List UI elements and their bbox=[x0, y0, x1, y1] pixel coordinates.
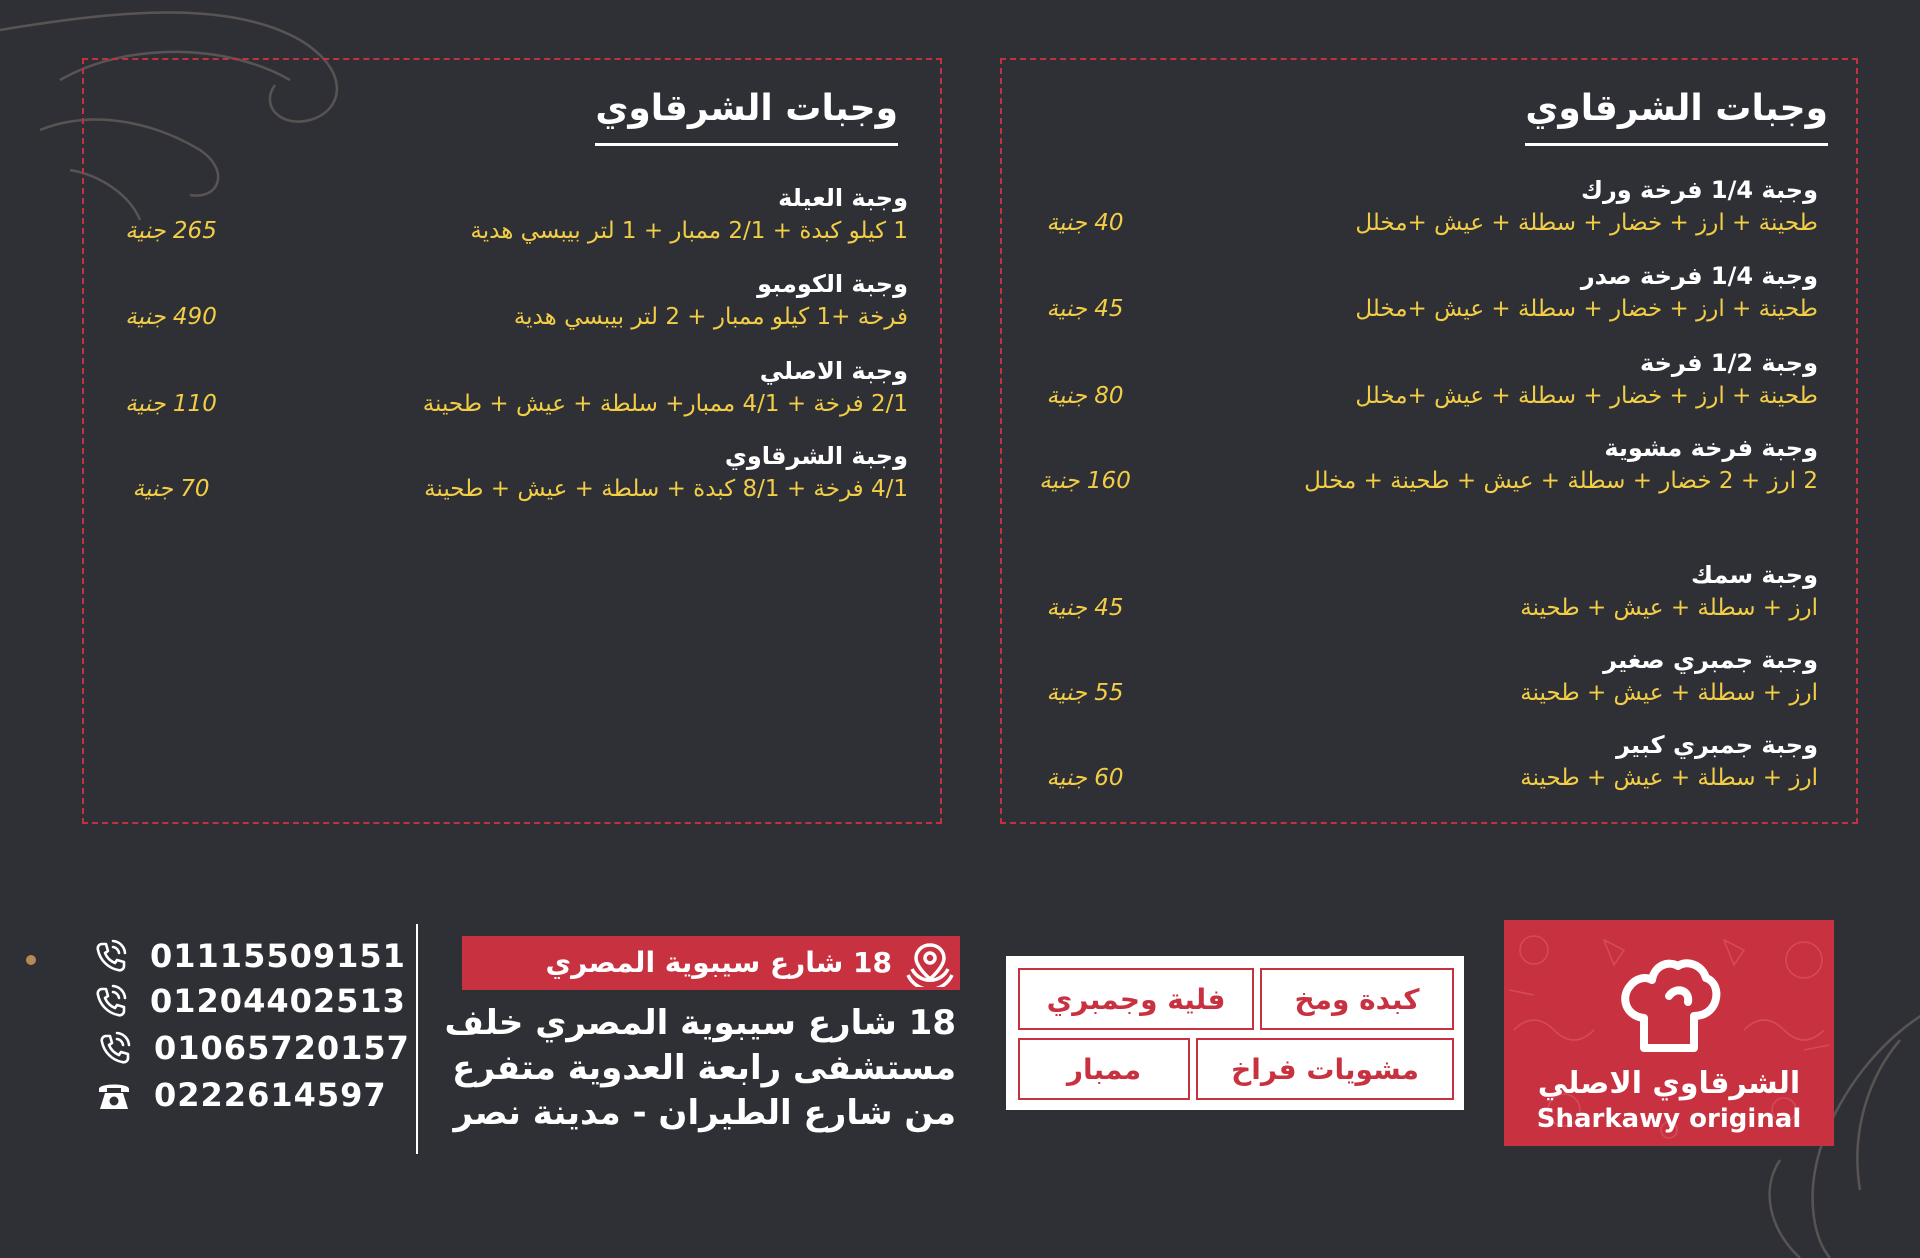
mobile-phone-icon bbox=[92, 938, 128, 974]
menu-item bbox=[84, 270, 940, 350]
categories-box bbox=[1006, 956, 1464, 1110]
item-name: وجبة 1/2 فرخة bbox=[1640, 349, 1818, 377]
item-description: 1 كيلو كبدة + 2/1 ممبار + 1 لتر بيبسي هدية bbox=[470, 218, 908, 244]
mobile-phone-icon bbox=[96, 1030, 132, 1066]
brand-name-arabic: الشرقاوي الاصلي bbox=[1537, 1066, 1801, 1101]
item-description: 4/1 فرخة + 8/1 كبدة + سلطة + عيش + طحينة bbox=[424, 476, 908, 502]
category-fillet-shrimp: فلية وجمبري bbox=[1018, 968, 1254, 1030]
address-line: من شارع الطيران - مدينة نصر bbox=[453, 1093, 956, 1133]
item-price: 60 جنية bbox=[1046, 765, 1124, 791]
item-name: وجبة فرخة مشوية bbox=[1604, 434, 1818, 462]
item-name: وجبة العيلة bbox=[778, 184, 908, 212]
phone-number[interactable]: 01204402513 bbox=[150, 982, 406, 1020]
address-line: 18 شارع سيبوية المصري خلف bbox=[444, 1003, 956, 1043]
menu-item bbox=[84, 357, 940, 437]
item-description: 2/1 فرخة + 4/1 ممبار+ سلطة + عيش + طحينة bbox=[422, 391, 908, 417]
address-bar-text: 18 شارع سيبوية المصري bbox=[545, 946, 892, 979]
item-price: 110 جنية bbox=[125, 391, 217, 417]
item-price: 70 جنية bbox=[132, 476, 210, 502]
item-description: فرخة +1 كيلو ممبار + 2 لتر بيبسي هدية bbox=[513, 304, 908, 330]
footer-divider bbox=[416, 924, 418, 1154]
item-price: 45 جنية bbox=[1046, 595, 1124, 621]
menu-item bbox=[1002, 262, 1856, 342]
menu-panel-left bbox=[82, 58, 942, 824]
item-description: ارز + سطلة + عيش + طحينة bbox=[1520, 680, 1818, 706]
menu-item bbox=[1002, 646, 1856, 726]
item-name: وجبة الاصلي bbox=[759, 357, 908, 385]
item-price: 55 جنية bbox=[1046, 680, 1124, 706]
panel-title: وجبات الشرقاوي bbox=[1525, 88, 1828, 146]
item-description: طحينة + ارز + خضار + سطلة + عيش +مخلل bbox=[1355, 296, 1818, 322]
menu-item bbox=[1002, 731, 1856, 811]
menu-item bbox=[1002, 434, 1856, 514]
item-name: وجبة 1/4 فرخة ورك bbox=[1580, 176, 1818, 204]
item-name: وجبة جمبري صغير bbox=[1603, 646, 1818, 674]
category-grilled-chicken: مشويات فراخ bbox=[1196, 1038, 1454, 1100]
item-name: وجبة 1/4 فرخة صدر bbox=[1580, 262, 1818, 290]
item-price: 160 جنية bbox=[1039, 468, 1131, 494]
menu-item bbox=[84, 184, 940, 264]
phone-number[interactable]: 01115509151 bbox=[150, 937, 406, 975]
address-bar bbox=[462, 936, 960, 990]
item-description: ارز + سطلة + عيش + طحينة bbox=[1520, 595, 1818, 621]
item-description: 2 ارز + 2 خضار + سطلة + عيش + طحينة + مخلل bbox=[1304, 468, 1818, 494]
item-price: 265 جنية bbox=[125, 218, 217, 244]
item-price: 80 جنية bbox=[1046, 383, 1124, 409]
item-price: 45 جنية bbox=[1046, 296, 1124, 322]
mobile-phone-icon bbox=[92, 983, 128, 1019]
phone-number[interactable]: 01065720157 bbox=[154, 1029, 410, 1067]
item-description: طحينة + ارز + خضار + سطلة + عيش +مخلل bbox=[1355, 210, 1818, 236]
address-line: مستشفى رابعة العدوية متفرع bbox=[452, 1048, 956, 1088]
item-name: وجبة جمبري كبير bbox=[1616, 731, 1818, 759]
menu-item bbox=[84, 442, 940, 522]
item-description: ارز + سطلة + عيش + طحينة bbox=[1520, 765, 1818, 791]
item-name: وجبة الشرقاوي bbox=[724, 442, 908, 470]
chef-hat-icon bbox=[1614, 956, 1724, 1056]
panel-title: وجبات الشرقاوي bbox=[595, 88, 898, 146]
brand-logo bbox=[1504, 920, 1834, 1146]
category-liver-brain: كبدة ومخ bbox=[1260, 968, 1454, 1030]
menu-item bbox=[1002, 561, 1856, 641]
menu-panel-right bbox=[1000, 58, 1858, 824]
menu-item bbox=[1002, 176, 1856, 256]
item-description: طحينة + ارز + خضار + سطلة + عيش +مخلل bbox=[1355, 383, 1818, 409]
decorative-dot bbox=[26, 955, 36, 965]
item-price: 490 جنية bbox=[125, 304, 217, 330]
category-mombar: ممبار bbox=[1018, 1038, 1190, 1100]
location-pin-icon bbox=[906, 939, 954, 987]
menu-item bbox=[1002, 349, 1856, 429]
item-name: وجبة الكومبو bbox=[757, 270, 908, 298]
landline-phone-icon bbox=[96, 1077, 132, 1113]
phone-number[interactable]: 0222614597 bbox=[154, 1076, 387, 1114]
item-name: وجبة سمك bbox=[1691, 561, 1818, 589]
brand-name-english: Sharkawy original bbox=[1536, 1104, 1802, 1134]
item-price: 40 جنية bbox=[1046, 210, 1124, 236]
